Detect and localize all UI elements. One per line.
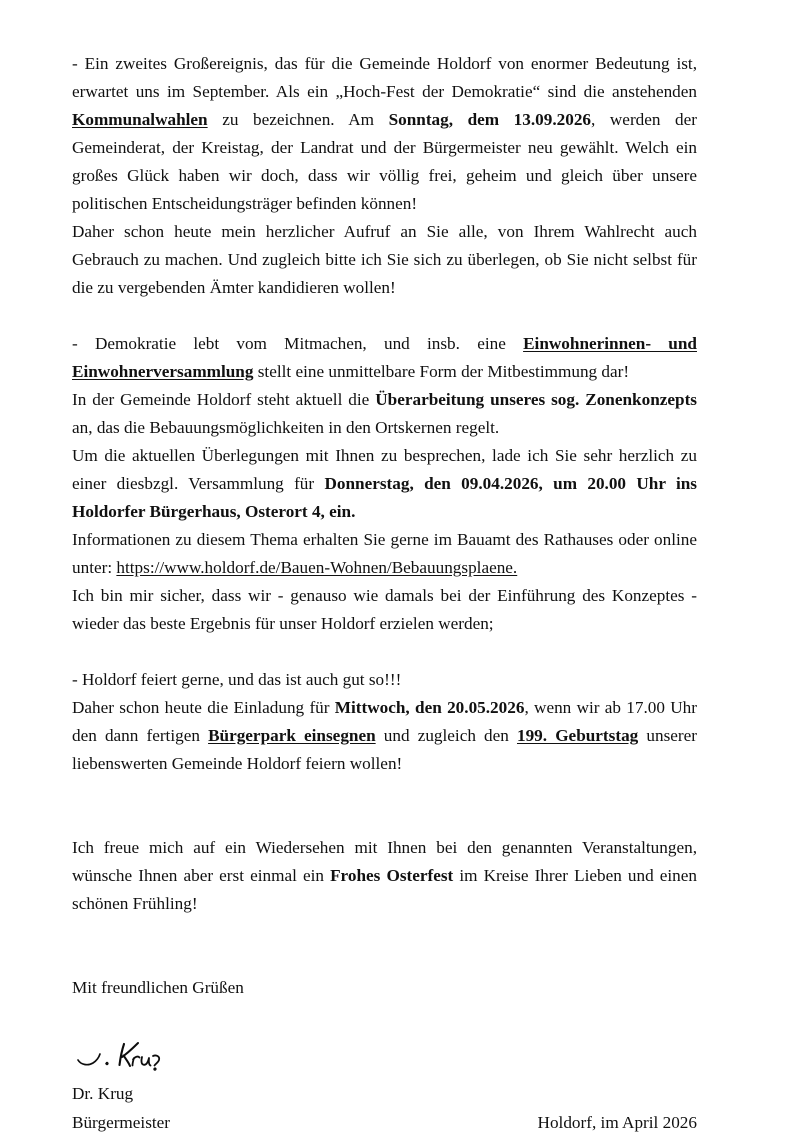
p2-text-6: Informationen zu diesem Thema erhalten Sie gerne im Bauamt des Rathauses oder online unter:	[72, 530, 697, 577]
paragraph-versammlungstermin	[72, 442, 697, 526]
place-and-date: Holdorf, im April 2026	[537, 1113, 697, 1132]
p3-text-3: , wenn wir ab 17.00 Uhr den dann fertigen	[72, 698, 698, 745]
p2-emphasis-versammlungstermin: Donnerstag, den 09.04.2026, um 20.00 Uhr ins Holdorfer Bürgerhaus, Osterort 4, ein.	[72, 474, 697, 521]
p2-text-2: stellt eine unmittelbare Form der Mitbestimmung dar!	[253, 362, 630, 381]
paragraph-wahlaufruf	[72, 218, 697, 302]
handwritten-signature-icon	[72, 1036, 202, 1076]
paragraph-informationen	[72, 526, 697, 582]
p3-text-1: - Holdorf feiert gerne, und das ist auch gut so!!!	[72, 670, 402, 689]
p1-text-2: zu bezeichnen. Am	[207, 110, 389, 129]
p2-text-5: Um die aktuellen Überlegungen mit Ihnen zu besprechen, lade ich Sie sehr herzlich zu einer diesbzgl. Versammlung für	[72, 446, 697, 493]
p3-emphasis-datum: Mittwoch, den 20.05.2026	[334, 698, 525, 717]
paragraph-holdorf-feiert	[72, 666, 697, 694]
closing-text-2: im Kreise Ihrer Lieben und einen schönen Frühling!	[72, 866, 698, 913]
closing-emphasis-osterfest: Frohes Osterfest	[330, 866, 454, 885]
signatory-title: Bürgermeister	[72, 1113, 171, 1132]
bebauungsplaene-link[interactable]: https://www.holdorf.de/Bauen-Wohnen/Bebauungsplaene.	[116, 558, 518, 577]
p1-text-4: Daher schon heute mein herzlicher Aufruf an Sie alle, von Ihrem Wahlrecht auch Gebrauch zu machen. Und zugleich bitte ich Sie sich zu überlegen, ob Sie nicht selbst für die zu vergebenden Ämter kandidieren wollen!	[72, 222, 697, 297]
p2-text-7: Ich bin mir sicher, dass wir - genauso wie damals bei der Einführung des Konzeptes - wieder das beste Ergebnis für unser Holdorf erzielen werden;	[72, 586, 697, 633]
paragraph-einwohnerversammlung	[72, 330, 697, 386]
p2-emphasis-zonenkonzept: Überarbeitung unseres sog. Zonenkonzepts	[375, 390, 697, 409]
p2-text-1: - Demokratie lebt vom Mitmachen, und insb. eine	[72, 334, 524, 353]
signatory-name: Dr. Krug	[72, 1084, 134, 1103]
p3-text-4: und zugleich den	[375, 726, 517, 745]
paragraph-zonenkonzept	[72, 386, 697, 442]
paragraph-spacer-4	[72, 918, 697, 974]
paragraph-buergerpark-einladung	[72, 694, 697, 778]
p3-emphasis-buergerpark: Bürgerpark einsegnen	[208, 726, 376, 745]
paragraph-spacer-1	[72, 302, 697, 330]
p1-text-1: - Ein zweites Großereignis, das für die Gemeinde Holdorf von enormer Bedeutung ist, erwartet uns im September. Als ein „Hoch-Fest der Demokratie“ sind die anstehenden	[72, 54, 697, 101]
signature-name-line	[72, 1082, 697, 1105]
p2-emphasis-einwohnerversammlung: Einwohnerinnen- und Einwohnerversammlung	[72, 334, 697, 381]
paragraph-spacer-3	[72, 778, 697, 834]
p2-text-3: In der Gemeinde Holdorf steht aktuell die	[72, 390, 376, 409]
p2-text-4: an, das die Bebauungsmöglichkeiten in den Ortskernen regelt.	[72, 418, 500, 437]
p3-text-2: Daher schon heute die Einladung für	[72, 698, 335, 717]
p3-emphasis-geburtstag: 199. Geburtstag	[516, 726, 639, 745]
closing-text-1: Ich freue mich auf ein Wiedersehen mit Ihnen bei den genannten Veranstaltungen, wünsche Ihnen aber erst einmal ein	[72, 838, 697, 885]
signature-footer-row	[72, 1111, 697, 1134]
p3-text-5: unserer liebenswerten Gemeinde Holdorf feiern wollen!	[72, 726, 697, 773]
valediction: Mit freundlichen Grüßen	[72, 978, 244, 997]
p1-emphasis-wahltermin: Sonntag, dem 13.09.2026	[388, 110, 592, 129]
paragraph-closing	[72, 834, 697, 918]
signature-block	[72, 1036, 697, 1134]
paragraph-zuversicht	[72, 582, 697, 638]
paragraph-spacer-2	[72, 638, 697, 666]
p1-emphasis-kommunalwahlen: Kommunalwahlen	[72, 110, 208, 129]
paragraph-kommunalwahlen	[72, 50, 697, 218]
p1-text-3: , werden der Gemeinderat, der Kreistag, der Landrat und der Bürgermeister neu gewählt. Welch ein großes Glück haben wir doch, dass wir völlig frei, geheim und gleich über unsere politischen Entscheidungsträger befinden können!	[72, 110, 697, 213]
